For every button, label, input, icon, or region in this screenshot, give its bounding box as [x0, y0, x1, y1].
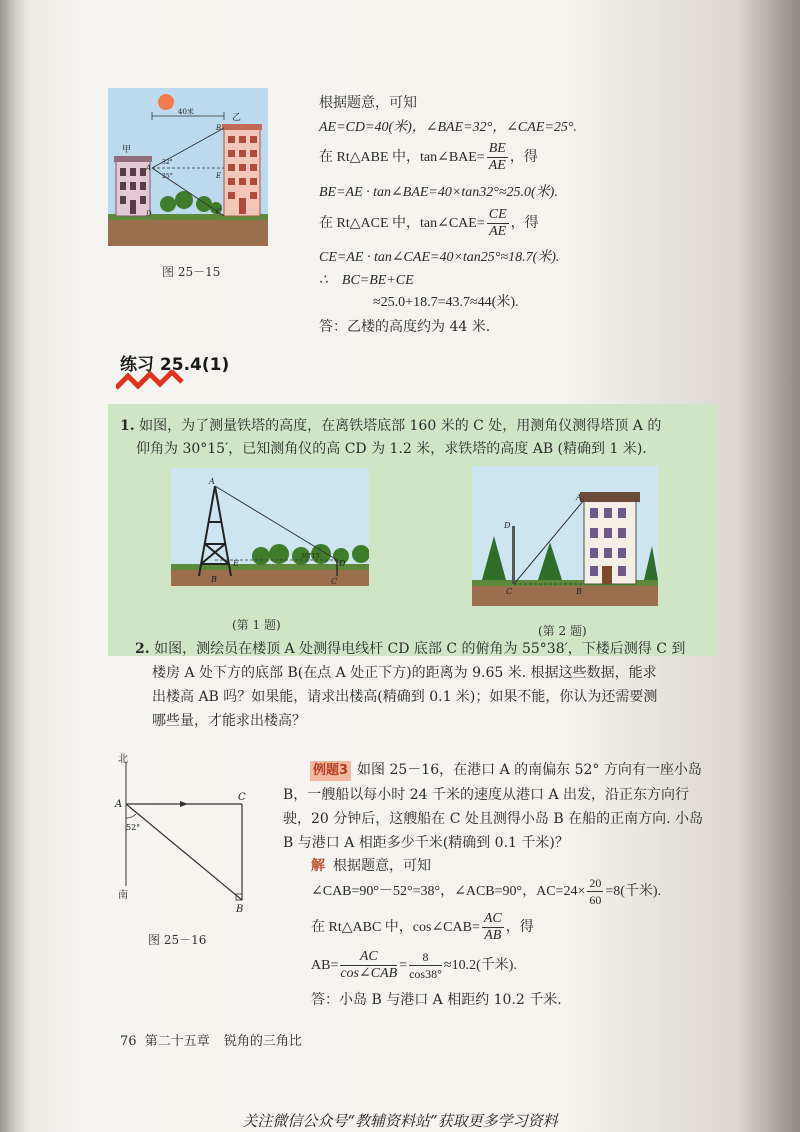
fig-25-15-caption: 图 25－15	[162, 265, 221, 279]
q2-line-1	[135, 639, 685, 659]
frac-20: 20	[589, 876, 602, 891]
q2-caption: (第 2 题)	[538, 624, 587, 638]
q1-number: 1.	[120, 418, 135, 434]
fig-pt-e: E	[216, 172, 222, 180]
page-number: 76	[120, 1034, 137, 1049]
q2-line-3: 出楼高 AB 吗？如果能，请求出楼高(精确到 0.1 米)；如果不能，你认为还需要测	[152, 689, 658, 705]
example3-solution-1	[311, 856, 431, 876]
q1-fig-d: D	[339, 559, 346, 568]
promo-note: 关注微信公众号“教辅资料站”获取更多学习资料	[242, 1112, 558, 1130]
solution-line-5-end: ，得	[510, 216, 539, 231]
q2-line-4: 哪些量，才能求出楼高？	[152, 713, 306, 729]
example3-line-4: B 与港口 A 相距多少千米(精确到 0.1 千米)？	[283, 835, 569, 851]
q2-line-2: 楼房 A 处下方的底部 B(在点 A 处正下方)的距离为 9.65 米. 根据这些数据，能求	[152, 665, 657, 681]
zigzag-decoration	[116, 370, 188, 392]
chapter-label: 第二十五章	[144, 1034, 210, 1049]
frac-cos-cab: cos∠CAB	[340, 966, 398, 982]
q1-caption: (第 1 题)	[232, 618, 281, 632]
q1-fig-b: B	[211, 575, 217, 584]
fig-25-16-caption: 图 25－16	[148, 933, 207, 947]
example3-line-3: 驶，20 分钟后，这艘船在 C 处且测得小岛 B 在船的正南方向. 小岛	[283, 811, 703, 827]
solution-line-8: ≈25.0+18.7=43.7≈44(米).	[373, 295, 519, 310]
chapter-title: 锐角的三角比	[223, 1034, 302, 1049]
solution-line-5	[319, 206, 539, 242]
example3-text-1: 如图 25－16，在港口 A 的南偏东 52° 方向有一座小岛	[357, 762, 702, 778]
figure-q2-building	[472, 466, 658, 606]
fig-pt-c: C	[216, 208, 222, 216]
solution-line-4: BE=AE · tan∠BAE=40×tan32°≈25.0(米).	[319, 185, 558, 200]
example3-solution-4	[311, 948, 517, 984]
q1-line-2: 仰角为 30°15′，已知测角仪的高 CD 为 1.2 米，求铁塔的高度 AB (精确到 1 米).	[136, 441, 647, 457]
fig-dist-label: 40米	[178, 108, 194, 116]
page-footer	[120, 1030, 302, 1049]
example3-line-1	[310, 760, 702, 781]
frac-ae-2: AE	[489, 224, 507, 240]
frac-ce: CE	[488, 207, 507, 223]
fig-pt-b: B	[216, 124, 222, 132]
fig-pt-d: D	[146, 210, 152, 218]
q1-fig-e: E	[233, 559, 239, 568]
frac-ac: AC	[483, 911, 502, 927]
fig16-north: 北	[118, 754, 128, 765]
example3-solution-3	[311, 910, 534, 946]
q2-fig-a: A	[576, 493, 582, 502]
fig-label-jia: 甲	[122, 145, 132, 155]
fig16-pt-b: B	[236, 904, 244, 915]
fig-angle-32: 32°	[162, 159, 173, 166]
frac-60: 60	[589, 893, 602, 908]
fig-angle-25: 25°	[162, 173, 173, 180]
solution-answer: 答：乙楼的高度约为 44 米.	[319, 319, 491, 335]
book-spine	[0, 0, 30, 1132]
example3-s4-eq: =	[399, 958, 408, 973]
example3-s2-text: ∠CAB=90°－52°=38°，∠ACB=90°，AC=24×	[311, 884, 586, 899]
q1-fig-a: A	[209, 477, 215, 486]
solution-line-5-text: 在 Rt△ACE 中，tan∠CAE=	[319, 216, 485, 231]
frac-ac-2: AC	[340, 949, 397, 966]
q1-line-1	[120, 416, 661, 436]
exercise-title: 练习 25.4(1)	[120, 355, 230, 375]
q2-text-1: 如图，测绘员在楼顶 A 处测得电线杆 CD 底部 C 的俯角为 55°38′，下楼后测得 C 到	[154, 641, 686, 657]
frac-cos38: cos38°	[409, 967, 442, 982]
frac-be: BE	[488, 141, 506, 157]
q1-fig-c: C	[331, 577, 338, 586]
q1-text-1: 如图，为了测量铁塔的高度，在离铁塔底部 160 米的 C 处，用测角仪测得塔顶 A 的	[139, 418, 662, 434]
example3-answer: 答：小岛 B 与港口 A 相距约 10.2 千米.	[311, 992, 562, 1008]
solution-line-3-end: ，得	[509, 150, 538, 165]
frac-ae: AE	[488, 158, 506, 174]
figure-25-16	[112, 752, 262, 920]
fig-pt-a: A	[146, 164, 152, 172]
solution-line-6: CE=AE · tan∠CAE=40×tan25°≈18.7(米).	[319, 250, 560, 265]
solution-line-7: ∴ BC=BE+CE	[319, 273, 414, 288]
example3-solution-2	[311, 874, 661, 910]
fig16-south: 南	[118, 890, 128, 901]
q2-fig-c: C	[506, 587, 513, 596]
example3-tag: 例题3	[310, 761, 351, 781]
fig16-pt-a: A	[115, 799, 123, 810]
jie-label: 解	[311, 858, 325, 874]
example3-s3-text: 在 Rt△ABC 中，cos∠CAB=	[311, 920, 480, 935]
example3-s4-text: AB=	[311, 958, 339, 973]
figure-q1-tower	[171, 468, 369, 586]
solution-line-3	[319, 140, 538, 176]
example3-s4-end: ≈10.2(千米).	[443, 958, 517, 973]
q1-fig-angle: 30°15′	[301, 553, 321, 560]
figure-25-15	[108, 88, 268, 246]
example3-s3-end: ，得	[505, 920, 534, 935]
sun-icon	[158, 94, 174, 110]
solution-line-2: AE=CD=40(米)，∠BAE=32°，∠CAE=25°.	[319, 120, 577, 135]
solution-line-1: 根据题意，可知	[319, 95, 417, 111]
frac-ab: AB	[484, 928, 502, 944]
solution-line-3-text: 在 Rt△ABE 中，tan∠BAE=	[319, 150, 485, 165]
fig16-angle: 52°	[126, 823, 141, 832]
example3-s2-end: =8(千米).	[605, 884, 662, 899]
example3-s1: 根据题意，可知	[333, 858, 431, 874]
frac-8: 8	[409, 949, 442, 966]
fig16-pt-c: C	[238, 792, 246, 803]
q2-number: 2.	[135, 641, 150, 657]
fig-label-yi: 乙	[232, 113, 242, 123]
q2-fig-b: B	[576, 587, 582, 596]
q2-fig-d: D	[504, 521, 511, 530]
example3-line-2: B，一艘船以每小时 24 千米的速度从港口 A 出发，沿正东方向行	[283, 787, 690, 803]
